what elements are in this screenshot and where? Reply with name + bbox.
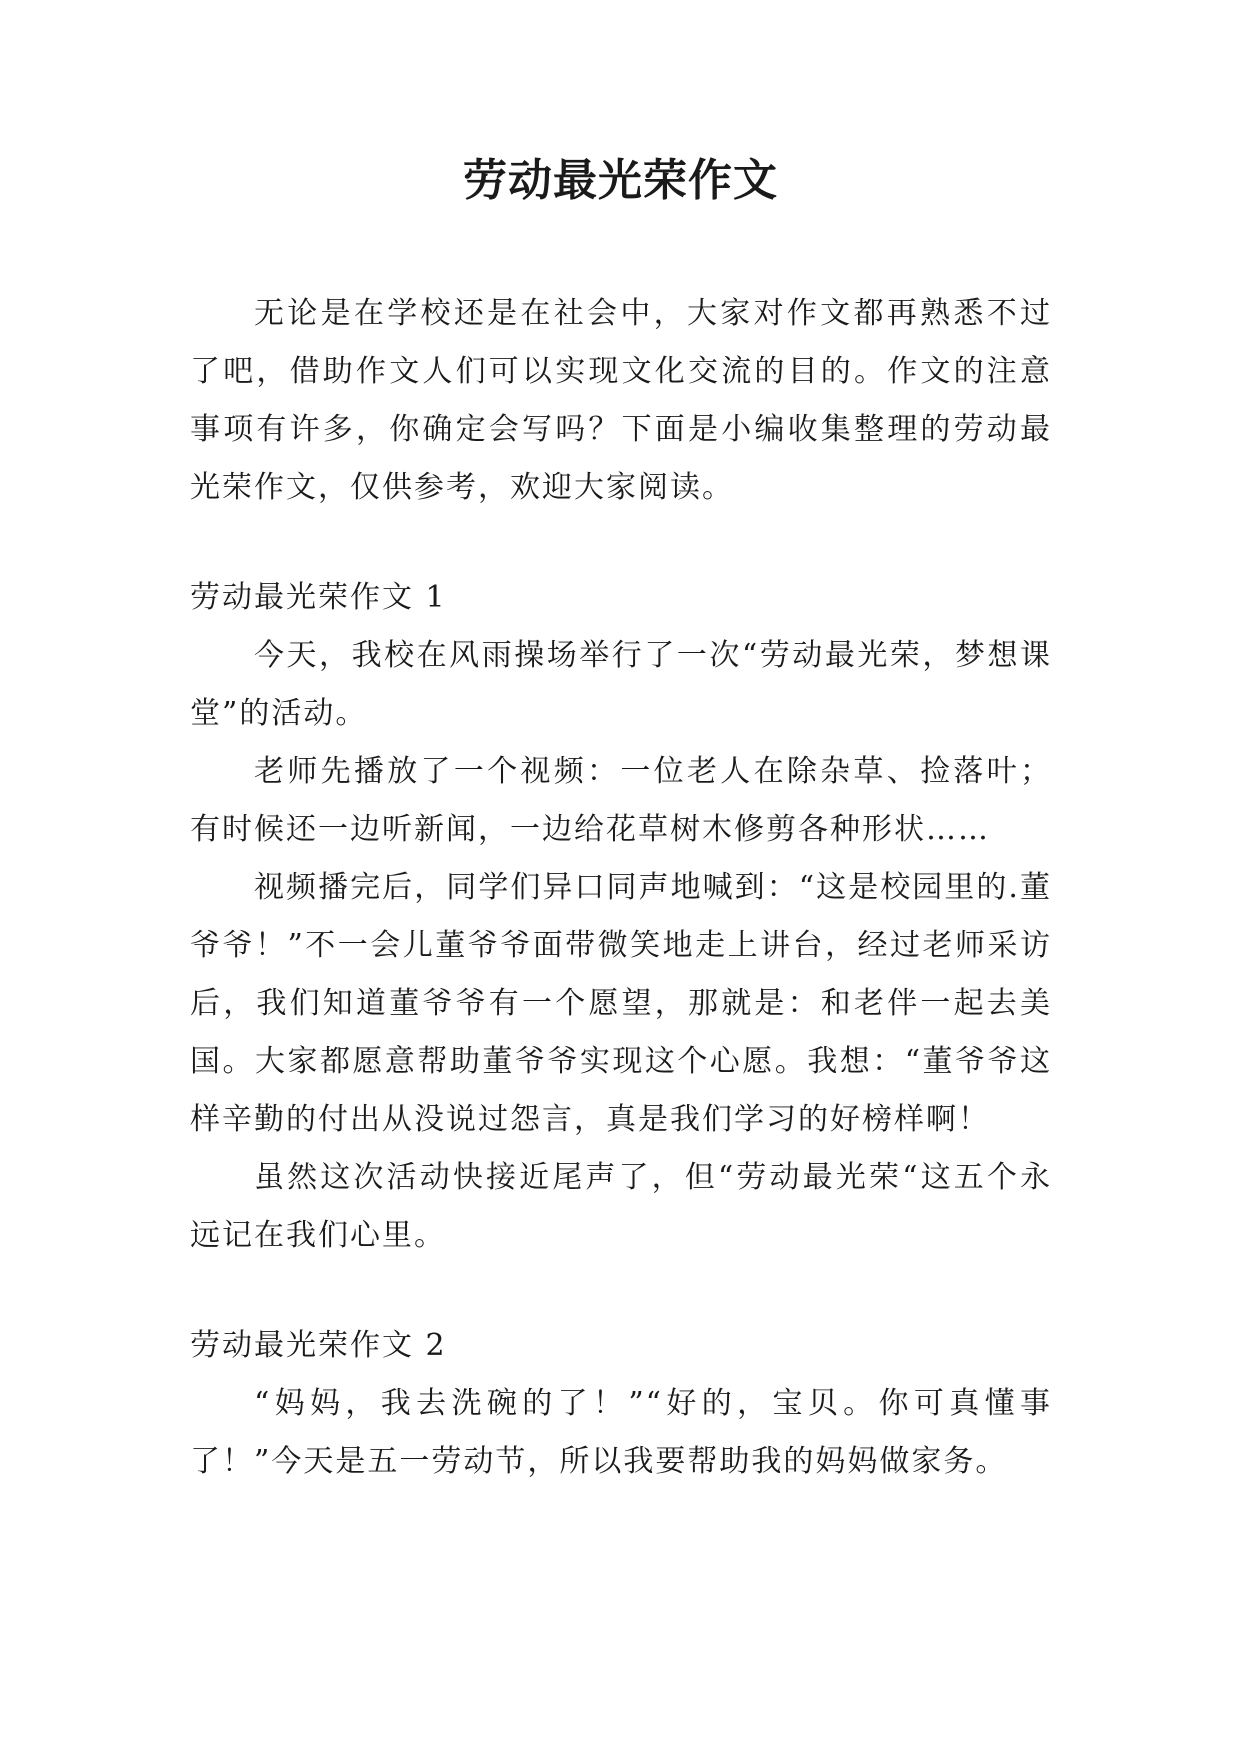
document-body bbox=[190, 285, 1052, 1491]
body-paragraph: 虽然这次活动快接近尾声了，但“劳动最光荣“这五个永远记在我们心里。 bbox=[190, 1160, 1052, 1253]
essay-section-2 bbox=[190, 1317, 1052, 1491]
body-paragraph: 今天，我校在风雨操场举行了一次“劳动最光荣，梦想课堂”的活动。 bbox=[190, 638, 1052, 731]
intro-paragraph: 无论是在学校还是在社会中，大家对作文都再熟悉不过了吧，借助作文人们可以实现文化交流的目的。作文的注意事项有许多，你确定会写吗？下面是小编收集整理的劳动最光荣作文，仅供参考，欢迎大家阅读。 bbox=[190, 296, 1052, 505]
essay-section-1 bbox=[190, 569, 1052, 1265]
section-spacer bbox=[190, 1265, 1052, 1317]
document-title: 劳动最光荣作文 bbox=[463, 155, 778, 206]
section-spacer bbox=[190, 517, 1052, 569]
section-heading: 劳动最光荣作文 2 bbox=[190, 1328, 447, 1363]
body-paragraph: “妈妈，我去洗碗的了！”“好的，宝贝。你可真懂事了！”今天是五一劳动节，所以我要帮助我的妈妈做家务。 bbox=[190, 1386, 1052, 1479]
body-paragraph: 视频播完后，同学们异口同声地喊到：“这是校园里的.董爷爷！”不一会儿董爷爷面带微笑地走上讲台，经过老师采访后，我们知道董爷爷有一个愿望，那就是：和老伴一起去美国。大家都愿意帮助董爷爷实现这个心愿。我想：“董爷爷这样辛勤的付出从没说过怨言，真是我们学习的好榜样啊！ bbox=[190, 870, 1052, 1137]
section-heading: 劳动最光荣作文 1 bbox=[190, 580, 447, 615]
body-paragraph: 老师先播放了一个视频：一位老人在除杂草、捡落叶；有时候还一边听新闻，一边给花草树木修剪各种形状…… bbox=[190, 754, 1052, 847]
